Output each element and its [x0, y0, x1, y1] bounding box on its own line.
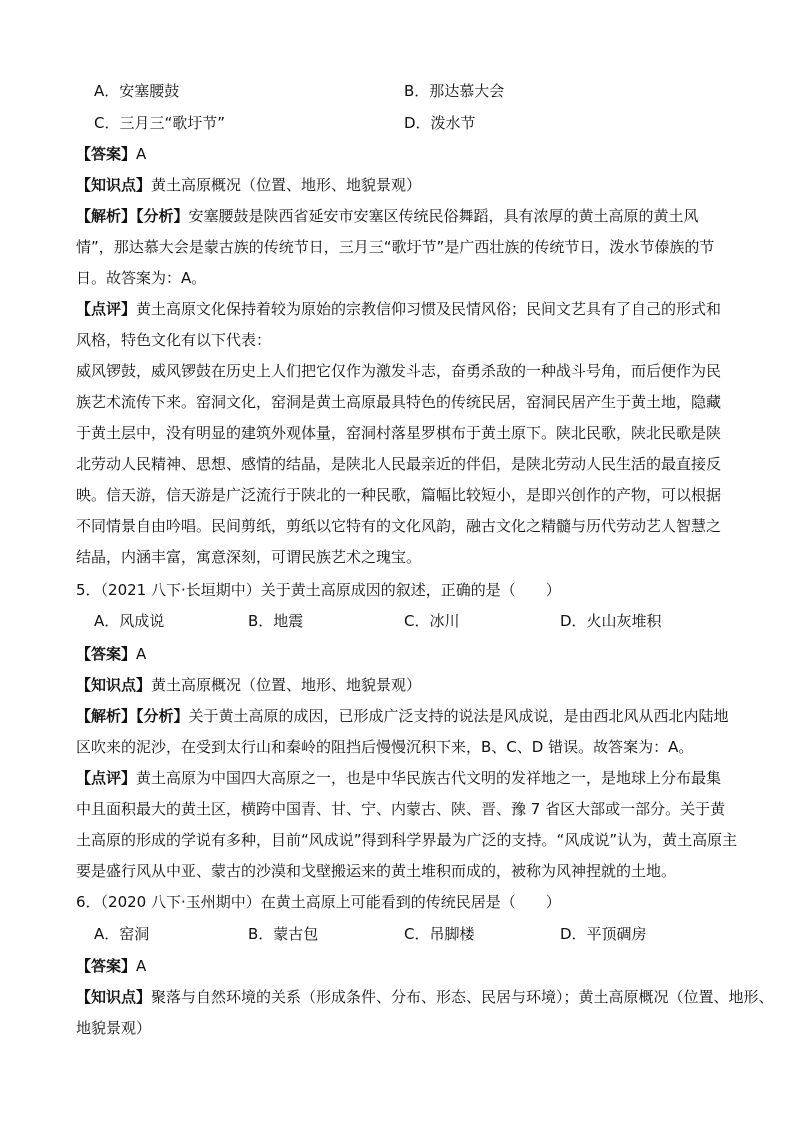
q6-option-b: B．蒙古包 — [248, 925, 319, 943]
q4-comment-line-7: 映。信天游，信天游是广泛流行于陕北的一种民歌，篇幅比较短小，是即兴创作的产物，可以根据 — [76, 486, 722, 504]
comment-tag: 【点评】 — [76, 769, 137, 787]
q5-comment-line-4: 要是盛行风从中亚、蒙古的沙漠和戈壁搬运来的黄土堆积而成的，被称为风神捏就的土地。 — [76, 862, 677, 880]
q4-comment-line-6: 北劳动人民精神、思想、感情的结晶，是陕北人民最亲近的伴侣，是陕北劳动人民生活的最直接反 — [76, 455, 722, 473]
q4-option-c: C．三月三“歌圩节” — [94, 114, 226, 132]
q5-option-b: B．地震 — [248, 612, 304, 630]
q4-comment-line-9: 结晶，内涵丰富，寓意深刻，可谓民族艺术之瑰宝。 — [76, 548, 422, 566]
comment-text: 黄土高原为中国四大高原之一，也是中华民族古代文明的发祥地之一，是地球上分布最集 — [136, 769, 722, 787]
q5-knowledge-point — [76, 675, 726, 695]
answer-value: A — [136, 957, 147, 975]
answer-tag: 【答案】 — [76, 645, 137, 663]
q4-option-d: D．泼水节 — [404, 114, 476, 132]
q4-comment-line-1 — [76, 299, 726, 319]
q5-analysis-line-1 — [76, 706, 729, 726]
answer-tag: 【答案】 — [76, 145, 137, 163]
q4-comment-line-8: 不同情景自由吟唱。民间剪纸，剪纸以它特有的文化风韵，融古文化之精髓与历代劳动艺人智慧之 — [76, 517, 722, 535]
answer-value: A — [136, 645, 147, 663]
q4-analysis-line-2: 情”，那达慕大会是蒙古族的传统节日，三月三“歌圩节”是广西壮族的传统节日，泼水节傣族的节 — [76, 238, 715, 256]
knowledge-text: 聚落与自然环境的关系（形成条件、分布、形态、民居与环境）；黄土高原概况（位置、地形、 — [151, 988, 774, 1006]
q6-knowledge-point-line-1 — [76, 987, 774, 1007]
knowledge-text: 黄土高原概况（位置、地形、地貌景观） — [151, 676, 422, 694]
q4-option-b: B．那达慕大会 — [404, 82, 505, 100]
q5-comment-line-2: 中且面积最大的黄土区，横跨中国青、甘、宁、内蒙古、陕、晋、豫 7 省区大部或一部分。关于黄 — [76, 800, 726, 818]
q5-comment-line-1 — [76, 768, 726, 788]
q5-analysis-line-2: 区吹来的泥沙，在受到太行山和秦岭的阻挡后慢慢沉积下来，B、C、D 错误。故答案为：A。 — [76, 738, 694, 756]
q6-stem: 6．（2020 八下·玉州期中）在黄土高原上可能看到的传统民居是（ ） — [76, 893, 561, 911]
comment-tag: 【点评】 — [76, 300, 137, 318]
q4-comment-line-2: 风格，特色文化有以下代表： — [76, 331, 272, 349]
knowledge-text: 黄土高原概况（位置、地形、地貌景观） — [151, 176, 422, 194]
q5-option-a: A．风成说 — [94, 612, 165, 630]
q5-stem: 5．（2021 八下·长垣期中）关于黄土高原成因的叙述，正确的是（ ） — [76, 581, 561, 599]
q4-comment-line-4: 族艺术流传下来。窑洞文化，窑洞是黄土高原最具特色的传统民居，窑洞民居产生于黄土地，隐藏 — [76, 393, 722, 411]
q5-answer — [76, 644, 726, 664]
q4-option-a: A．安塞腰鼓 — [94, 82, 180, 100]
analysis-tag: 【解析】【分析】 — [76, 207, 189, 225]
comment-text: 黄土高原文化保持着较为原始的宗教信仰习惯及民情风俗；民间文艺具有了自己的形式和 — [136, 300, 722, 318]
q5-option-c: C．冰川 — [404, 612, 460, 630]
q6-option-c: C．吊脚楼 — [404, 925, 475, 943]
q6-knowledge-point-line-2: 地貌景观） — [76, 1019, 152, 1037]
q5-option-d: D．火山灰堆积 — [560, 612, 662, 630]
answer-tag: 【答案】 — [76, 957, 137, 975]
q6-answer — [76, 956, 726, 976]
analysis-text: 安塞腰鼓是陕西省延安市安塞区传统民俗舞蹈，具有浓厚的黄土高原的黄土风 — [188, 207, 699, 225]
q6-option-d: D．平顶碉房 — [560, 925, 647, 943]
analysis-text: 关于黄土高原的成因，已形成广泛支持的说法是风成说，是由西北风从西北内陆地 — [188, 707, 729, 725]
q4-comment-line-5: 于黄土层中，没有明显的建筑外观体量，窑洞村落星罗棋布于黄土原下。陕北民歌，陕北民歌是陕 — [76, 424, 722, 442]
knowledge-tag: 【知识点】 — [76, 988, 152, 1006]
q4-answer — [76, 144, 726, 164]
q4-analysis-line-1 — [76, 206, 726, 226]
q4-knowledge-point — [76, 175, 726, 195]
q5-comment-line-3: 土高原的形成的学说有多种，目前“风成说”得到科学界最为广泛的支持。“风成说”认为，黄土高原主 — [76, 831, 738, 849]
knowledge-tag: 【知识点】 — [76, 676, 152, 694]
knowledge-tag: 【知识点】 — [76, 176, 152, 194]
q6-option-a: A．窑洞 — [94, 925, 150, 943]
analysis-tag: 【解析】【分析】 — [76, 707, 189, 725]
q4-analysis-line-3: 日。故答案为：A。 — [76, 269, 207, 287]
q4-comment-line-3: 威风锣鼓，威风锣鼓在历史上人们把它仅作为激发斗志，奋勇杀敌的一种战斗号角，而后便作为民 — [76, 362, 722, 380]
answer-value: A — [136, 145, 147, 163]
